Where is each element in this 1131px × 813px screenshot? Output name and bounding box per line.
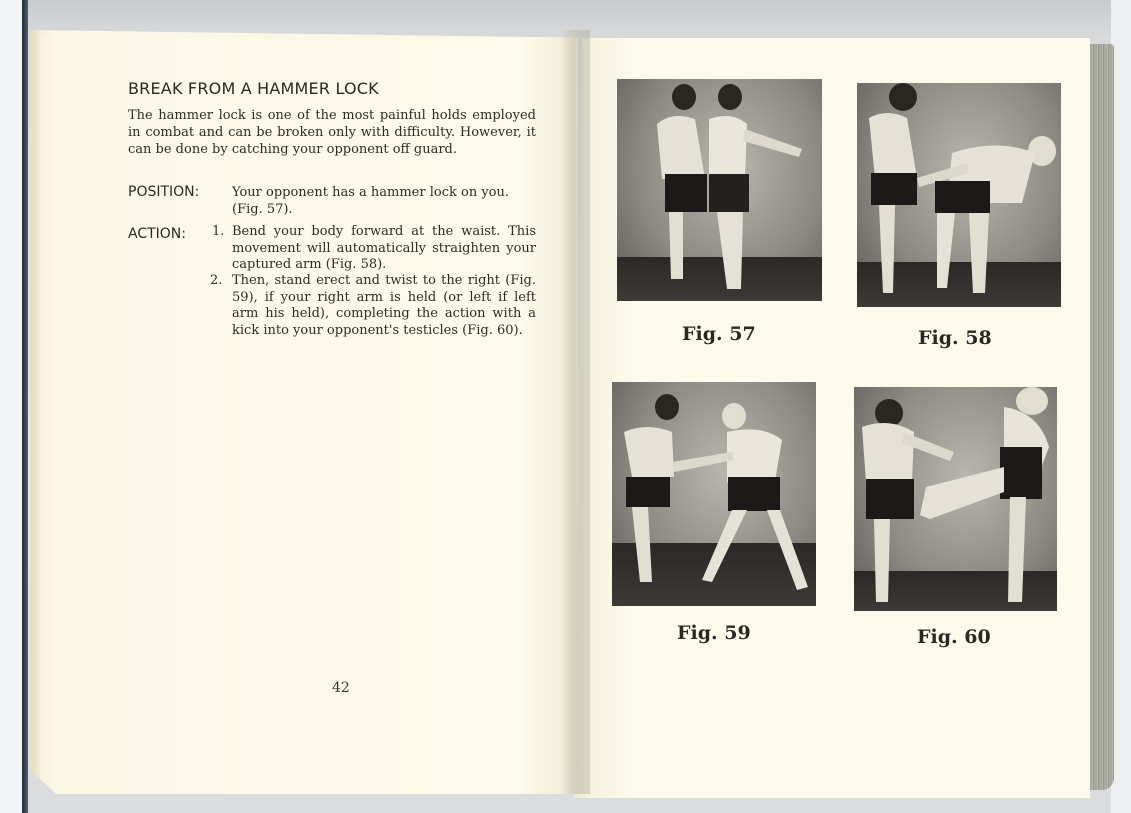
step-number: 2. xyxy=(210,273,223,288)
position-label: POSITION: xyxy=(128,184,200,200)
wrestling-photo xyxy=(857,83,1061,307)
action-step: Then, stand erect and twist to the right (Fig. 59), if your right arm is held (or left if left arm his held), completing the action with a kick into your opponent's testicles (Fig. 60). xyxy=(232,273,536,338)
action-label: ACTION: xyxy=(128,226,186,242)
page-number: 42 xyxy=(332,680,350,696)
wrestling-photo xyxy=(854,387,1057,611)
step-number: 1. xyxy=(212,224,225,239)
intro-paragraph: The hammer lock is one of the most painful holds employed in combat and can be broken only with difficulty. However, it can be done by catching your opponent off guard. xyxy=(128,108,536,157)
action-step: Bend your body forward at the waist. This movement will automatically straighten your captured arm (Fig. 58). xyxy=(232,224,536,272)
section-heading: BREAK FROM A HAMMER LOCK xyxy=(128,79,379,98)
scanner-margin xyxy=(1111,0,1131,813)
right-page-edges xyxy=(1088,44,1114,790)
figure-caption: Fig. 58 xyxy=(918,327,992,349)
wrestling-photo xyxy=(617,79,822,301)
scanner-edge xyxy=(22,0,28,813)
figure-caption: Fig. 60 xyxy=(917,626,991,648)
figure-caption: Fig. 59 xyxy=(677,622,751,644)
wrestling-photo xyxy=(612,382,816,606)
position-text: Your opponent has a hammer lock on you. (Fig. 57). xyxy=(232,185,509,217)
figure-caption: Fig. 57 xyxy=(682,323,756,345)
book-gutter xyxy=(560,30,590,794)
